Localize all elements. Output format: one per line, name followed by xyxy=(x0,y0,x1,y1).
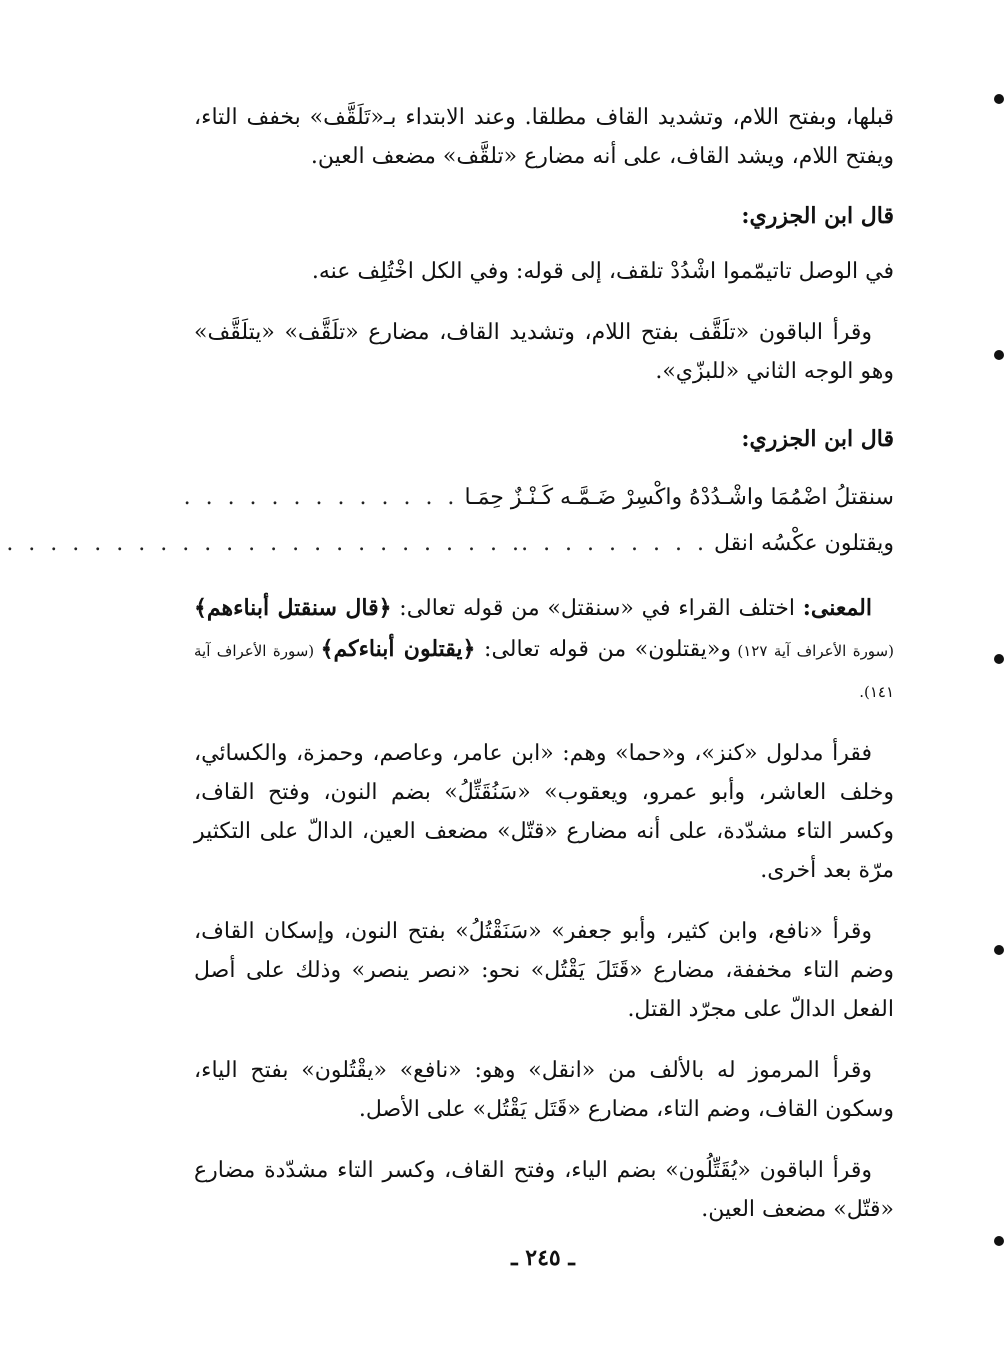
poem-block xyxy=(6,475,894,567)
binding-hole-mark xyxy=(994,654,1004,664)
quran-quote: ﴿يقتلون أبناءكم﴾ xyxy=(320,636,476,662)
binding-hole-mark xyxy=(994,945,1004,955)
quran-quote: ﴿قال سنقتل أبناءهم﴾ xyxy=(194,595,392,621)
poem-hemistich xyxy=(521,521,894,567)
poem-line xyxy=(183,475,894,521)
paragraph-reading-unqul: وقرأ المرموز له بالألف من «انقل» وهو: «نافع» «يقْتُلون» بفتح الياء، وسكون القاف، وضم التاء، مضارع «قَتَل يَقْتُل» على الأصل. xyxy=(194,1058,894,1122)
binding-hole-mark xyxy=(994,94,1004,104)
poem-words: ويقتلون عكْسُه انقل xyxy=(713,531,894,556)
paragraph-reading-kanz: فقرأ مدلول «كنز»، و«حما» وهم: «ابن عامر، وعاصم، وحمزة، والكسائي، وخلف العاشر، وأبو عمرو، ويعقوب» «سَنُقَتِّلُ» بضم النون، وفتح القاف، وكسر التاء مشدّدة، على أنه مضارع «قتّل» مضعف العين، الدالّ على التكثير مرّة بعد أخرى. xyxy=(194,741,894,883)
paragraph-reading-nafi: وقرأ «نافع، وابن كثير، وأبو جعفر» «سَنَقْتُلُ» بفتح النون، وإسكان القاف، وضم التاء مخففة، مضارع «قَتَلَ يَقْتُل» نحو: «نصر ينصر» وذلك على أصل الفعل الدالّ على مجرّد القتل. xyxy=(194,919,894,1022)
page-number: ـ ٢٤٥ ـ xyxy=(511,1245,575,1271)
poem-ellipsis: . . . . . . . . . xyxy=(521,531,708,556)
paragraph-reading-remaining: وقرأ الباقون «يُقَتِّلُون» بضم الياء، وفتح القاف، وكسر التاء مشدّدة مضارع «قتّل» مضعف العين. xyxy=(194,1158,894,1222)
section-heading: قال ابن الجزري: xyxy=(741,203,894,229)
poem-line xyxy=(6,521,894,567)
poem-hemistich xyxy=(6,521,529,567)
meaning-paragraph xyxy=(194,589,894,712)
poem-hemistich xyxy=(183,475,894,521)
meaning-text: اختلف القراء في «سنقتل» من قوله تعالى: xyxy=(391,596,803,621)
meaning-text: و«يقتلون» من قوله تعالى: xyxy=(475,637,731,662)
section-heading: قال ابن الجزري: xyxy=(741,426,894,452)
poem-words: سنقتلُ اضْمُمَا واشْـدُدْهُ واكْسِرْ ضَـمَّـه كَـنْـزٌ حِمَـا xyxy=(464,485,894,510)
paragraph-remaining-readers: وقرأ الباقون «تلَقَّف بفتح اللام، وتشديد القاف، مضارع «تلَقَّف» «يتلَقَّف» وهو الوجه الثاني «للبزّي». xyxy=(194,320,894,384)
surah-reference: (سورة الأعراف آية ١٤١). xyxy=(194,642,894,701)
meaning-label: المعنى: xyxy=(802,595,872,621)
verse-quote-paragraph: في الوصل تاتيمّموا اشْدُدْ تلقف، إلى قوله: وفي الكل اخْتُلِف عنه. xyxy=(311,259,894,284)
poem-ellipsis: . . . . . . . . . . . . . xyxy=(183,485,459,510)
surah-reference: (سورة الأعراف آية ١٢٧) xyxy=(730,642,894,660)
paragraph-intro: قبلها، وبفتح اللام، وتشديد القاف مطلقا. وعند الابتداء بـ«تَلَقَّف» بخفف التاء، ويفتح اللام، ويشد القاف، على أنه مضارع «تلقَّف» مضعف العين. xyxy=(194,105,894,169)
poem-ellipsis: . . . . . . . . . . . . . . . . . . . . . . . . xyxy=(6,531,523,556)
page-body xyxy=(6,98,894,1251)
binding-hole-mark xyxy=(994,350,1004,360)
